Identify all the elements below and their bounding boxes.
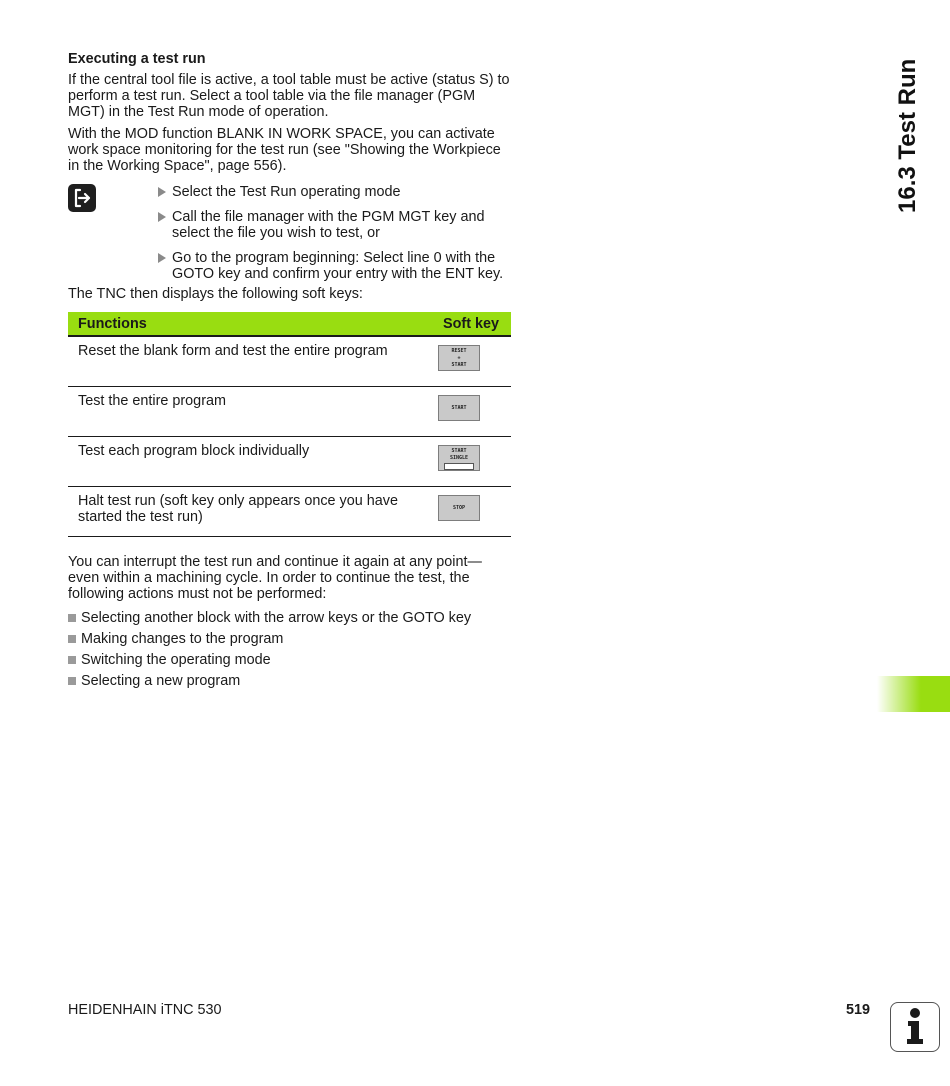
softkey-line: START xyxy=(451,362,467,368)
list-item-text: Selecting another block with the arrow keys or the GOTO key xyxy=(81,610,472,626)
softkey-line: SINGLE xyxy=(449,455,469,461)
start-single-softkey[interactable] xyxy=(438,445,480,471)
triangle-bullet-icon xyxy=(158,187,166,197)
square-bullet-icon xyxy=(68,677,76,685)
list-item xyxy=(68,631,513,647)
softkey-line: + xyxy=(457,355,461,361)
test-run-mode-key-icon xyxy=(68,184,96,212)
softkey-line: START xyxy=(451,405,467,411)
mod-paragraph: With the MOD function BLANK IN WORK SPACE, you can activate work space monitoring for the test run (see "Showing the Workpiece in the Working Space", page 556). xyxy=(68,126,501,174)
function-cell: Reset the blank form and test the entire program xyxy=(68,336,429,387)
triangle-bullet-icon xyxy=(158,212,166,222)
list-item-text: Selecting a new program xyxy=(81,673,241,689)
function-cell: Test each program block individually xyxy=(68,437,429,487)
softkey-cell xyxy=(429,387,511,437)
table-row xyxy=(68,487,511,537)
list-item-text: Switching the operating mode xyxy=(81,652,271,668)
softkey-line: STOP xyxy=(452,505,466,511)
step-item xyxy=(158,250,513,282)
softkey-table xyxy=(68,312,511,537)
intro-paragraph: If the central tool file is active, a tool table must be active (status S) to perform a test run. Select a tool table via the file manager (PGM MGT) in the Test Run mode of operation. xyxy=(68,72,510,120)
square-bullet-icon xyxy=(68,656,76,664)
start-softkey[interactable] xyxy=(438,395,480,421)
step-item xyxy=(158,184,513,200)
step-text: Call the file manager with the PGM MGT key and select the file you wish to test, or xyxy=(172,209,485,241)
table-row xyxy=(68,437,511,487)
interrupt-paragraph: You can interrupt the test run and continue it again at any point—even within a machining cycle. In order to continue the test, the following actions must not be performed: xyxy=(68,554,482,602)
softkey-intro: The TNC then displays the following soft keys: xyxy=(68,286,363,302)
square-bullet-icon xyxy=(68,635,76,643)
square-bullet-icon xyxy=(68,614,76,622)
single-block-indicator-icon xyxy=(444,463,474,470)
function-cell: Halt test run (soft key only appears once you have started the test run) xyxy=(68,487,429,537)
softkey-cell xyxy=(429,437,511,487)
softkey-cell xyxy=(429,487,511,537)
info-icon[interactable] xyxy=(890,1002,940,1052)
section-heading: Executing a test run xyxy=(68,51,206,67)
softkey-header: Soft key xyxy=(429,312,511,336)
step-item xyxy=(158,209,513,241)
table-row xyxy=(68,387,511,437)
list-item xyxy=(68,673,513,689)
function-cell: Test the entire program xyxy=(68,387,429,437)
softkey-cell xyxy=(429,336,511,387)
list-item-text: Making changes to the program xyxy=(81,631,284,647)
page-number: 519 xyxy=(846,1002,871,1018)
list-item xyxy=(68,610,513,626)
functions-header: Functions xyxy=(68,312,429,336)
chapter-tab-marker xyxy=(877,676,950,712)
stop-softkey[interactable] xyxy=(438,495,480,521)
softkey-line: START xyxy=(451,448,467,454)
procedure-block xyxy=(68,184,513,284)
main-content xyxy=(68,50,513,694)
table-header-row xyxy=(68,312,511,336)
prohibited-actions-list xyxy=(68,610,513,689)
step-text: Go to the program beginning: Select line 0 with the GOTO key and confirm your entry with the ENT key. xyxy=(172,250,504,282)
table-row xyxy=(68,336,511,387)
triangle-bullet-icon xyxy=(158,253,166,263)
chapter-side-title: 16.3 Test Run xyxy=(894,58,921,213)
step-list xyxy=(158,184,513,282)
softkey-line: RESET xyxy=(451,348,467,354)
step-text: Select the Test Run operating mode xyxy=(172,184,401,200)
list-item xyxy=(68,652,513,668)
footer-product-name: HEIDENHAIN iTNC 530 xyxy=(68,1002,222,1018)
reset-start-softkey[interactable] xyxy=(438,345,480,371)
